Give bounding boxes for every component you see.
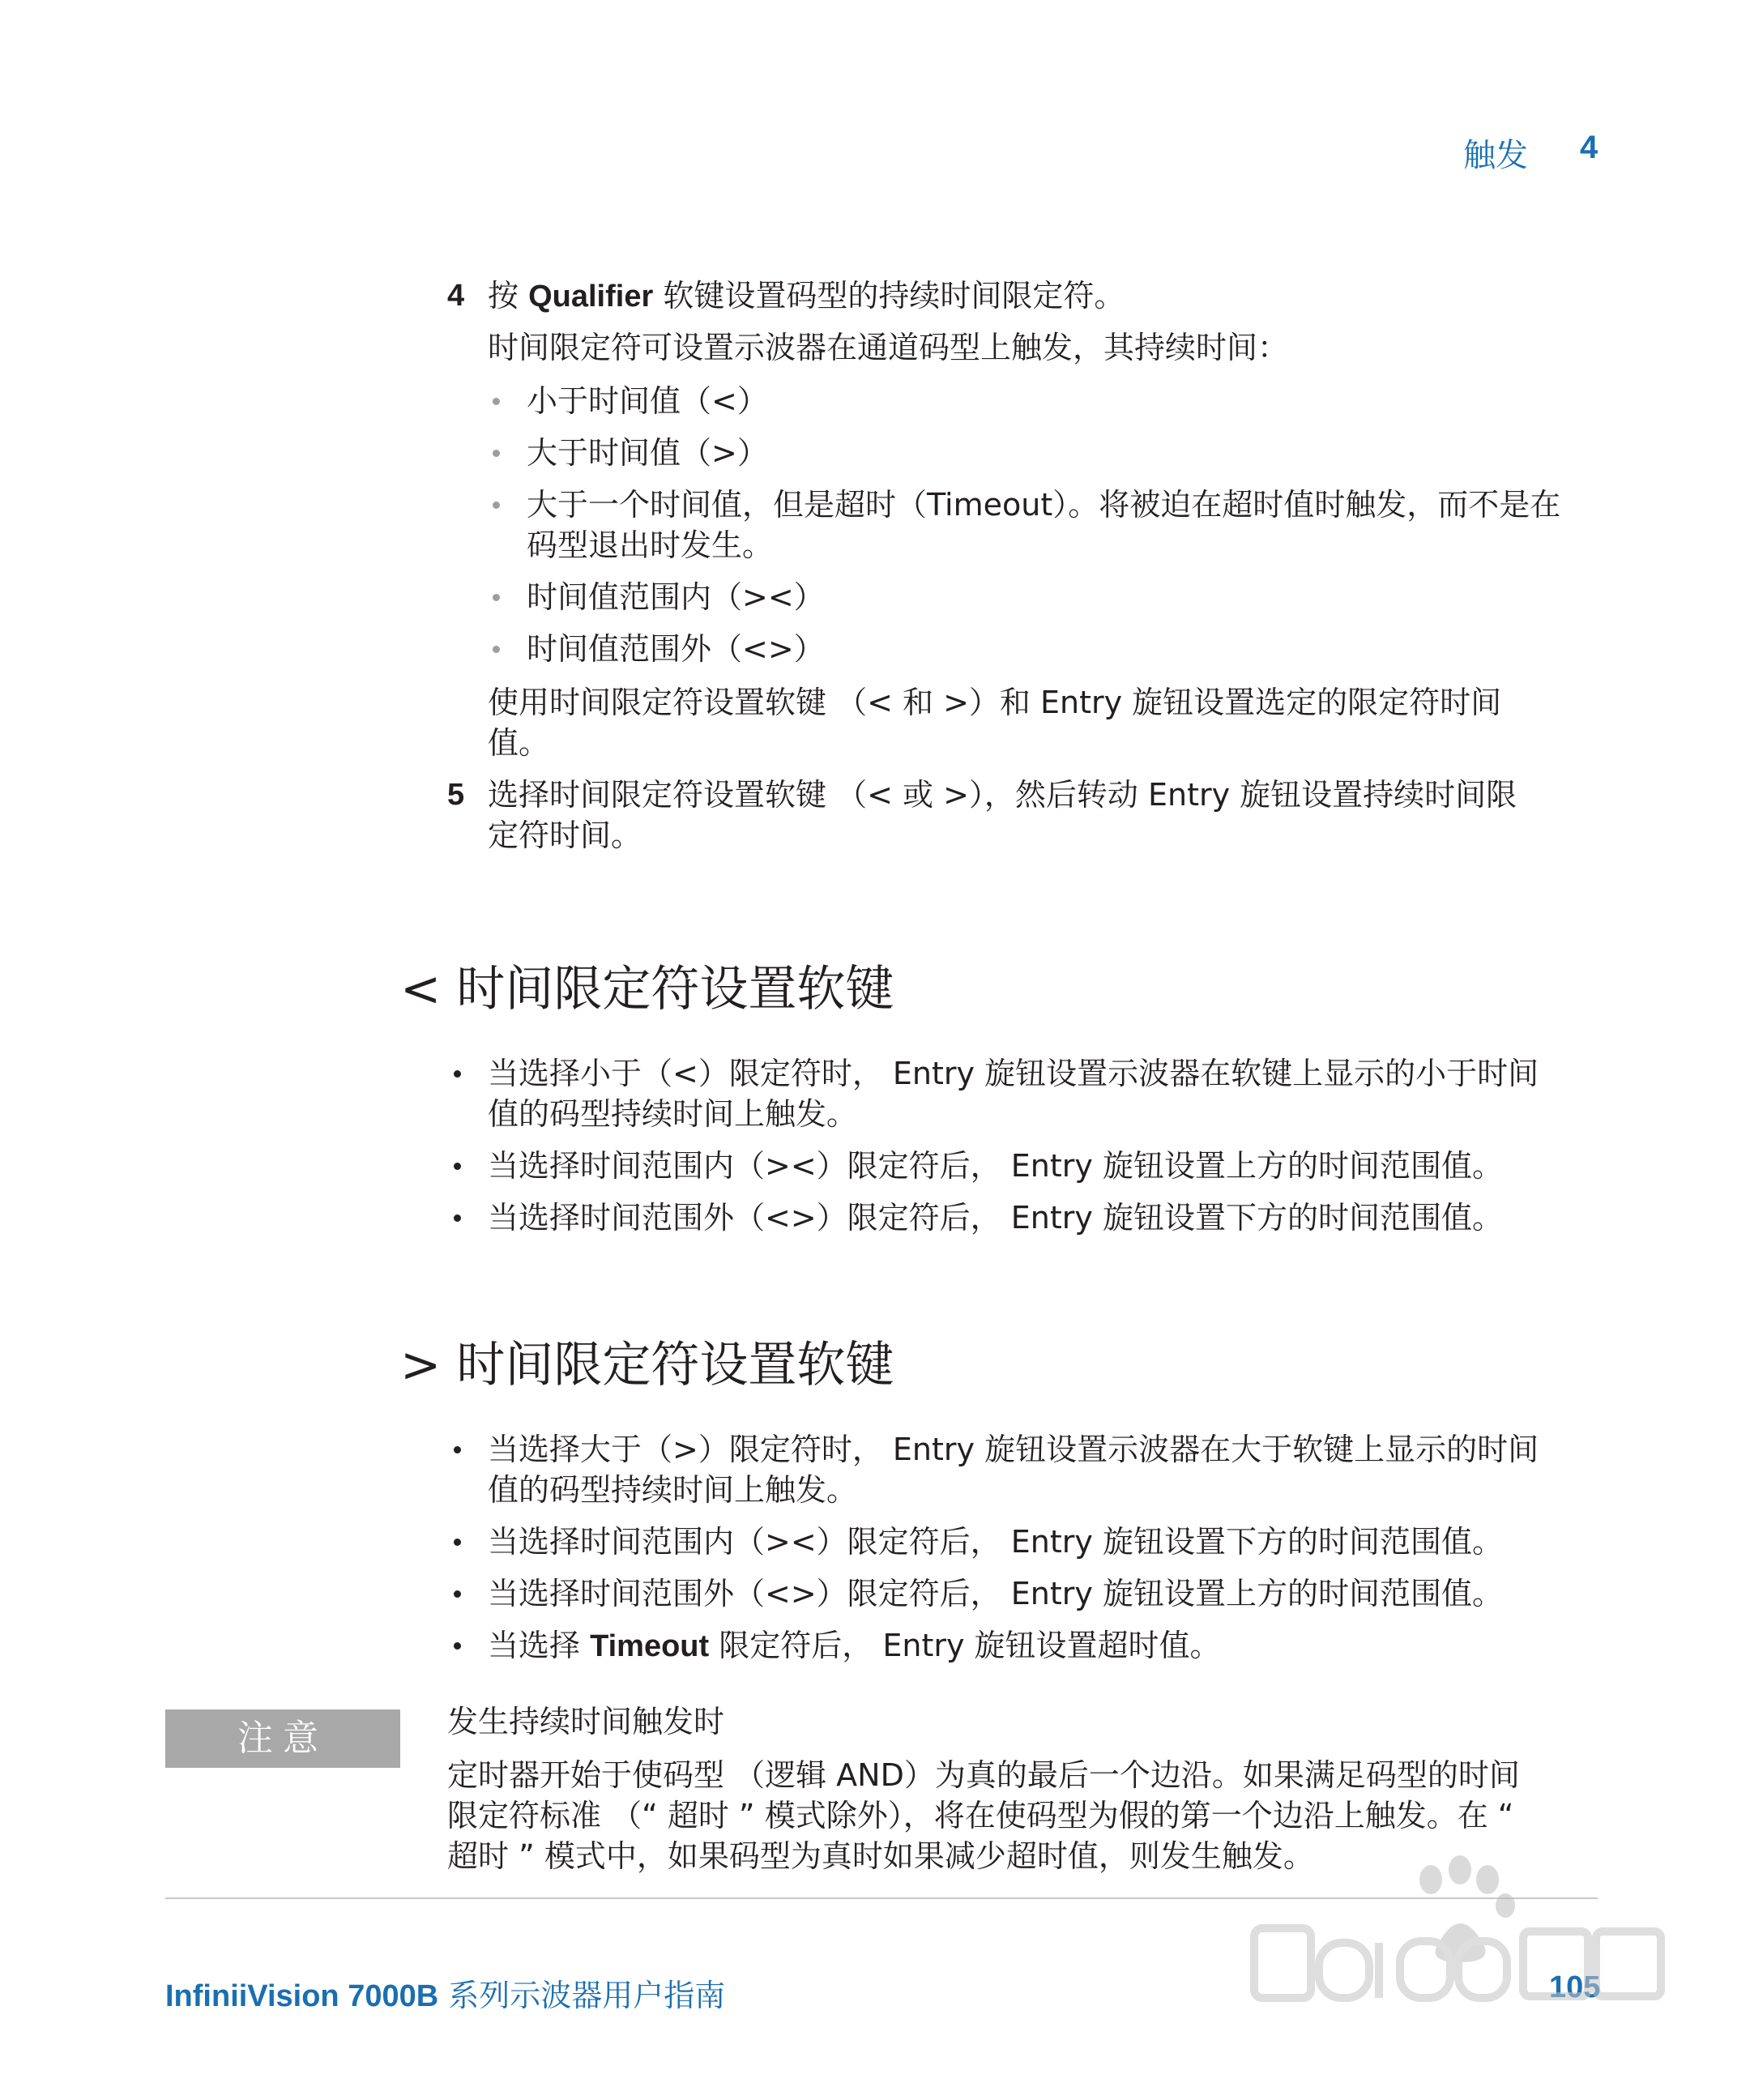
bullet-dot xyxy=(454,1214,461,1222)
greater-than-item-2: 当选择时间范围内（><）限定符后， Entry 旋钮设置下方的时间范围值。 xyxy=(488,1524,1503,1560)
section-heading-less-than: < 时间限定符设置软键 xyxy=(400,961,894,1018)
bullet-dot xyxy=(493,646,500,653)
qualifier-softkey-name: Qualifier xyxy=(528,280,654,314)
qualifier-option-timeout: 大于一个时间值，但是超时（Timeout）。将被迫在超时值时触发，而不是在 xyxy=(527,487,1561,523)
greater-than-item-3: 当选择时间范围外（<>）限定符后， Entry 旋钮设置上方的时间范围值。 xyxy=(488,1576,1503,1611)
greater-than-item-1-line1: 当选择大于（>）限定符时， Entry 旋钮设置示波器在大于软键上显示的时间 xyxy=(488,1432,1539,1467)
footer-product xyxy=(165,1970,725,2015)
note-title: 发生持续时间触发时 xyxy=(447,1704,725,1739)
step-4-text-pre: 按 xyxy=(488,278,529,314)
bullet-dot xyxy=(454,1590,461,1598)
qualifier-option-timeout-wrap: 码型退出时发生。 xyxy=(527,527,774,563)
bullet-dot xyxy=(454,1163,461,1170)
note-label: 注意 xyxy=(165,1709,400,1768)
step-5-line2: 定符时间。 xyxy=(488,817,642,853)
chapter-number: 4 xyxy=(1580,130,1598,165)
step-number-5: 5 xyxy=(447,778,465,812)
bullet-dot xyxy=(493,450,500,457)
qualifier-option-out-of-range: 时间值范围外（<>） xyxy=(527,631,825,667)
bullet-dot xyxy=(454,1642,461,1650)
less-than-item-1-line1: 当选择小于（<）限定符时， Entry 旋钮设置示波器在软键上显示的小于时间 xyxy=(488,1056,1539,1091)
bullet-dot xyxy=(493,594,500,601)
step-number-4: 4 xyxy=(447,279,465,313)
bullet-dot xyxy=(493,502,500,509)
footer-product-name: InfiniiVision 7000B xyxy=(165,1979,439,2013)
qualifier-option-greater-than: 大于时间值（>） xyxy=(527,435,768,471)
page-number: 105 xyxy=(1549,1970,1601,2004)
less-than-item-1-line2: 值的码型持续时间上触发。 xyxy=(488,1096,858,1132)
footer-product-suffix: 系列示波器用户指南 xyxy=(438,1978,726,2013)
bullet-dot xyxy=(454,1539,461,1546)
item-4-text-post: 限定符后， Entry 旋钮设置超时值。 xyxy=(709,1628,1221,1663)
chapter-title: 触发 xyxy=(1463,137,1528,174)
step-4-instruction xyxy=(488,275,1125,317)
step-4-text-post: 软键设置码型的持续时间限定符。 xyxy=(653,278,1125,314)
section-heading-greater-than: > 时间限定符设置软键 xyxy=(400,1337,894,1394)
item-4-text-pre: 当选择 xyxy=(488,1628,591,1663)
qualifier-option-less-than: 小于时间值（<） xyxy=(527,383,768,419)
note-body-line2: 限定符标准 （“ 超时 ” 模式除外），将在使码型为假的第一个边沿上触发。在 “ xyxy=(447,1798,1514,1833)
bullet-dot xyxy=(454,1446,461,1453)
step-4-usage-line1: 使用时间限定符设置软键 （< 和 >）和 Entry 旋钮设置选定的限定符时间 xyxy=(488,685,1502,720)
step-4-usage-line2: 值。 xyxy=(488,725,550,761)
bullet-dot xyxy=(493,398,500,405)
less-than-item-3: 当选择时间范围外（<>）限定符后， Entry 旋钮设置下方的时间范围值。 xyxy=(488,1200,1503,1236)
greater-than-item-4 xyxy=(488,1625,1221,1667)
step-4-intro: 时间限定符可设置示波器在通道码型上触发，其持续时间： xyxy=(488,330,1289,365)
less-than-item-2: 当选择时间范围内（><）限定符后， Entry 旋钮设置上方的时间范围值。 xyxy=(488,1148,1503,1184)
note-body-line1: 定时器开始于使码型 （逻辑 AND）为真的最后一个边沿。如果满足码型的时间 xyxy=(447,1757,1520,1793)
bullet-dot xyxy=(454,1070,461,1078)
qualifier-option-in-range: 时间值范围内（><） xyxy=(527,579,825,615)
baidu-jingyan-watermark-logo xyxy=(1248,1847,1669,2050)
greater-than-item-1-line2: 值的码型持续时间上触发。 xyxy=(488,1472,858,1508)
timeout-keyword: Timeout xyxy=(590,1629,710,1663)
note-body-line3: 超时 ” 模式中，如果码型为真时如果减少超时值，则发生触发。 xyxy=(447,1838,1314,1874)
step-5-line1: 选择时间限定符设置软键 （< 或 >），然后转动 Entry 旋钮设置持续时间限 xyxy=(488,777,1517,813)
